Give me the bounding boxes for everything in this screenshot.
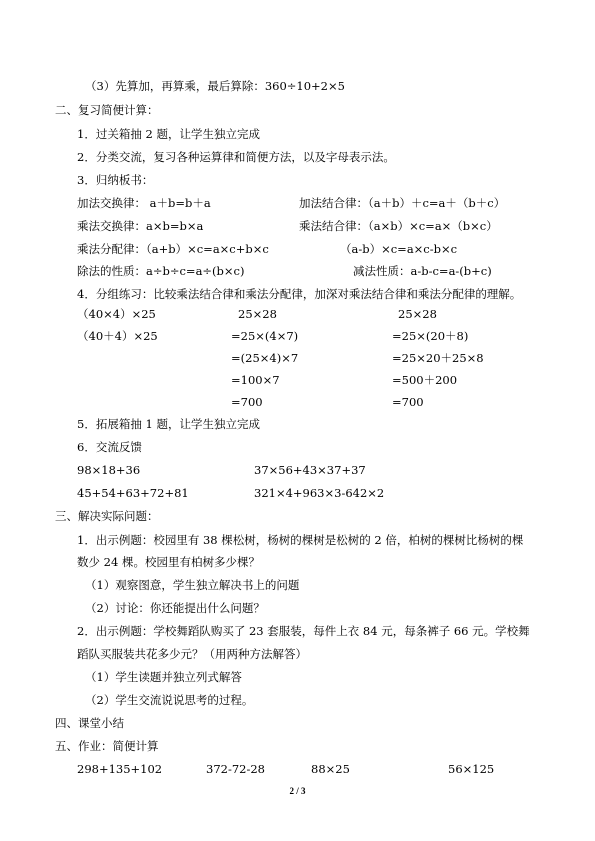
law-subtraction-property: 减法性质：a-b-c=a-(b+c) — [353, 264, 492, 278]
homework-item3: 88×25 — [311, 762, 350, 776]
law-mul-associative: 乘法结合律：（a×b）×c=a×（b×c） — [299, 219, 498, 233]
section3-heading: 三、解决实际问题： — [55, 509, 159, 523]
section2-item2: 2．分类交流，复习各种运算律和简便方法，以及字母表示法。 — [77, 150, 395, 164]
exercise-c-line2: =25×(20＋8) — [392, 329, 469, 343]
section3-item2-line1: 2．出示例题：学校舞蹈队购买了 23 套服装，每件上衣 84 元，每条裤子 66 元。学校舞 — [77, 624, 530, 638]
section2-item5: 5．拓展箱抽 1 题，让学生独立完成 — [77, 417, 260, 431]
homework-item2: 372-72-28 — [206, 762, 265, 776]
law-add-associative: 加法结合律：（a＋b）＋c=a＋（b＋c） — [299, 196, 506, 210]
exercise-b-line3: =(25×4)×7 — [231, 351, 299, 365]
exercise-b-line4: =100×7 — [231, 373, 280, 387]
exercise-b-line1: 25×28 — [238, 307, 277, 321]
exercise-c-line3: =25×20＋25×8 — [392, 351, 484, 365]
section2-item3: 3．归纳板书： — [77, 173, 154, 187]
exercise-a-line1: （40×4）×25 — [77, 307, 156, 321]
exercise-c-line5: =700 — [392, 395, 424, 409]
law-add-commutative: 加法交换律： a＋b=b＋a — [77, 196, 211, 210]
exercise-b-line2: =25×(4×7) — [231, 329, 299, 343]
section2-heading: 二、复习简便计算： — [55, 103, 159, 117]
section5-heading: 五、作业：简便计算 — [55, 739, 159, 753]
law-division-property: 除法的性质：a÷b÷c=a÷(b×c) — [77, 264, 245, 278]
section3-item1-line1: 1．出示例题：校园里有 38 棵松树，杨树的棵树是松树的 2 倍，柏树的棵树比杨树的棵 — [77, 533, 524, 547]
section3-item2-step2: （2）学生交流说说思考的过程。 — [85, 693, 254, 707]
section2-item6: 6．交流反馈 — [77, 440, 142, 454]
feedback-row1-a: 98×18+36 — [77, 463, 141, 477]
exercise-c-line1: 25×28 — [398, 307, 437, 321]
exercise-c-line4: =500＋200 — [392, 373, 458, 387]
section2-item1: 1．过关箱抽 2 题，让学生独立完成 — [77, 127, 260, 141]
section3-item1-line2: 数少 24 棵。校园里有柏树多少棵？ — [77, 555, 260, 569]
homework-item4: 56×125 — [448, 762, 495, 776]
feedback-row1-b: 37×56+43×37+37 — [254, 463, 366, 477]
section3-item2-line2: 蹈队买服装共花多少元？（用两种方法解答） — [77, 647, 307, 661]
section1-step3: （3）先算加，再算乘，最后算除：360÷10+2×5 — [85, 79, 345, 93]
law-mul-distributive-sub: （a-b）×c=a×c-b×c — [340, 242, 458, 256]
exercise-b-line5: =700 — [231, 395, 263, 409]
homework-item1: 298+135+102 — [77, 762, 163, 776]
page-number: 2 / 3 — [289, 786, 306, 796]
section4-heading: 四、课堂小结 — [55, 716, 124, 730]
section3-item2-step1: （1）学生读题并独立列式解答 — [85, 670, 242, 684]
law-mul-commutative: 乘法交换律：a×b=b×a — [77, 219, 204, 233]
section2-item4: 4．分组练习：比较乘法结合律和乘法分配律，加深对乘法结合律和乘法分配律的理解。 — [77, 287, 522, 301]
feedback-row2-a: 45+54+63+72+81 — [77, 486, 189, 500]
section3-item1-step2: （2）讨论：你还能提出什么问题？ — [85, 601, 265, 615]
exercise-a-line2: （40＋4）×25 — [77, 329, 158, 343]
law-mul-distributive: 乘法分配律：（a+b）×c=a×c+b×c — [77, 242, 269, 256]
feedback-row2-b: 321×4+963×3-642×2 — [254, 486, 385, 500]
section3-item1-step1: （1）观察图意，学生独立解决书上的问题 — [85, 578, 300, 592]
